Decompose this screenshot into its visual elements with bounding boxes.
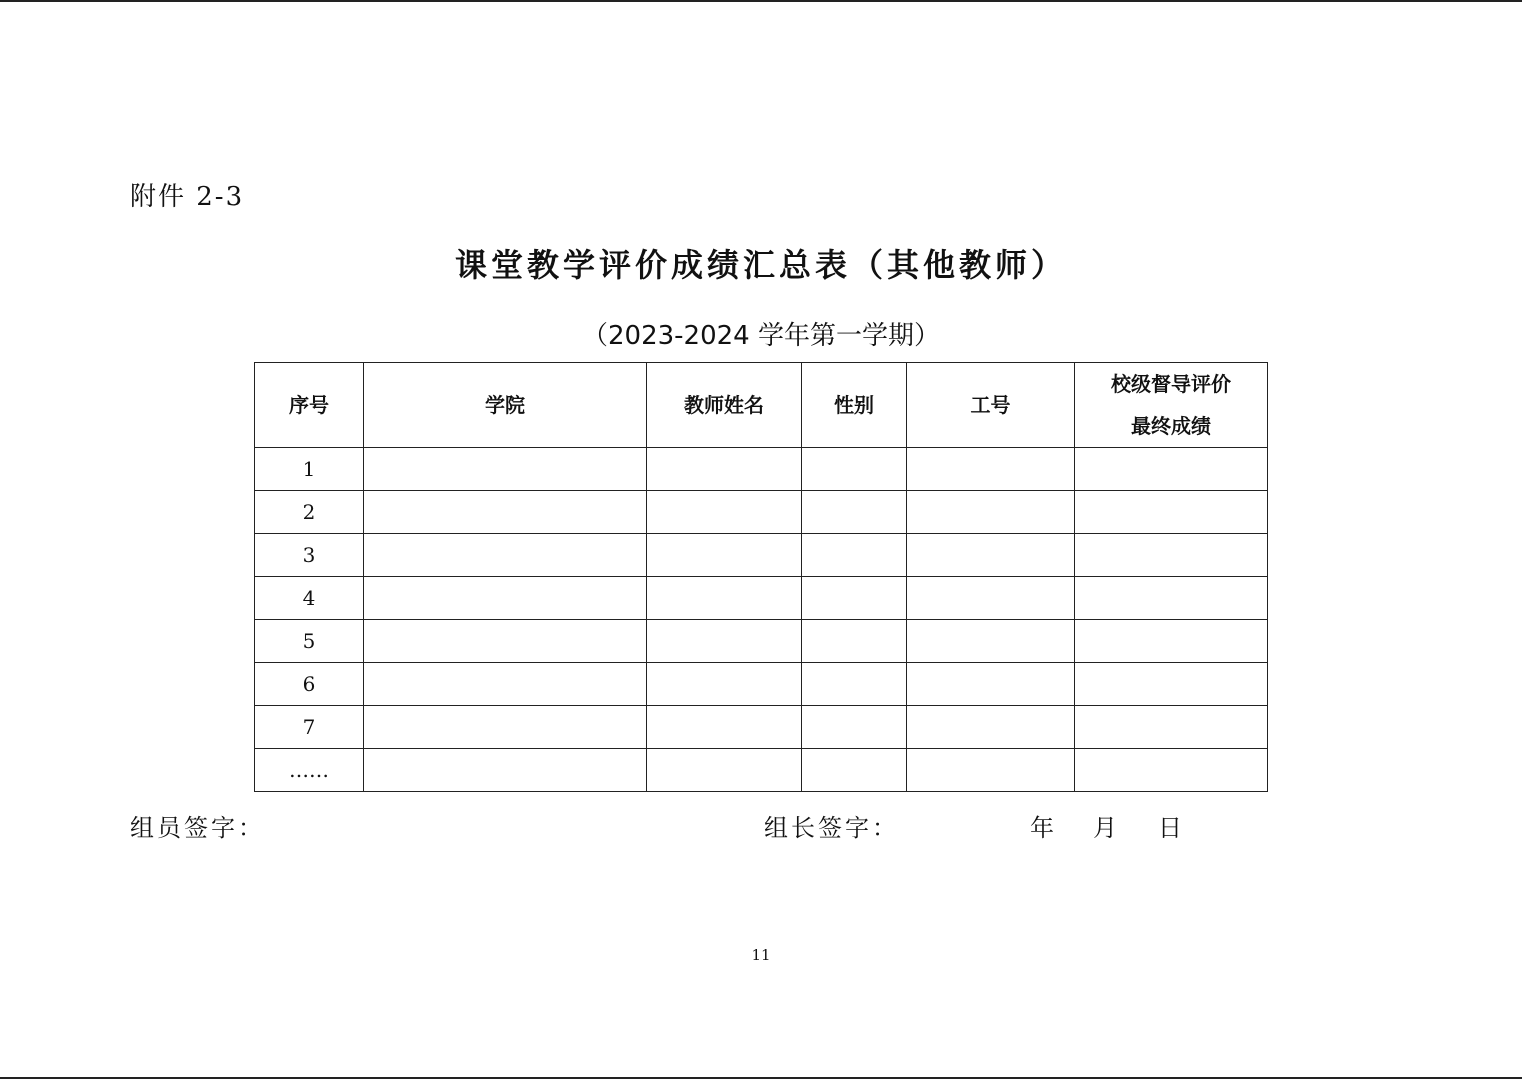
cell-gender[interactable] bbox=[802, 491, 907, 534]
cell-employee-id[interactable] bbox=[907, 749, 1075, 792]
cell-final-score[interactable] bbox=[1075, 620, 1268, 663]
row-index: 4 bbox=[255, 577, 364, 620]
cell-final-score[interactable] bbox=[1075, 706, 1268, 749]
cell-teacher-name[interactable] bbox=[647, 620, 802, 663]
cell-final-score[interactable] bbox=[1075, 577, 1268, 620]
cell-employee-id[interactable] bbox=[907, 577, 1075, 620]
header-index: 序号 bbox=[255, 363, 364, 448]
cell-final-score[interactable] bbox=[1075, 663, 1268, 706]
header-gender: 性别 bbox=[802, 363, 907, 448]
cell-teacher-name[interactable] bbox=[647, 749, 802, 792]
cell-employee-id[interactable] bbox=[907, 620, 1075, 663]
header-teacher-name: 教师姓名 bbox=[647, 363, 802, 448]
cell-gender[interactable] bbox=[802, 706, 907, 749]
cell-gender[interactable] bbox=[802, 663, 907, 706]
cell-final-score[interactable] bbox=[1075, 534, 1268, 577]
leader-signature-label: 组长签字： bbox=[764, 814, 899, 842]
cell-employee-id[interactable] bbox=[907, 534, 1075, 577]
cell-college[interactable] bbox=[364, 534, 647, 577]
cell-teacher-name[interactable] bbox=[647, 448, 802, 491]
table-row bbox=[255, 663, 1268, 706]
attachment-label: 附件 2-3 bbox=[130, 182, 245, 212]
table-row bbox=[255, 534, 1268, 577]
document-subtitle: （2023-2024 学年第一学期） bbox=[582, 321, 940, 351]
cell-teacher-name[interactable] bbox=[647, 491, 802, 534]
row-index: 7 bbox=[255, 706, 364, 749]
table-row bbox=[255, 491, 1268, 534]
header-final-score bbox=[1075, 363, 1268, 448]
table-row bbox=[255, 706, 1268, 749]
cell-employee-id[interactable] bbox=[907, 706, 1075, 749]
cell-final-score[interactable] bbox=[1075, 749, 1268, 792]
row-index: 5 bbox=[255, 620, 364, 663]
cell-final-score[interactable] bbox=[1075, 491, 1268, 534]
cell-teacher-name[interactable] bbox=[647, 534, 802, 577]
cell-final-score[interactable] bbox=[1075, 448, 1268, 491]
table-row bbox=[255, 577, 1268, 620]
table-row bbox=[255, 448, 1268, 491]
date-year-label: 年 bbox=[1030, 814, 1057, 842]
page-number: 11 bbox=[751, 946, 771, 964]
cell-college[interactable] bbox=[364, 577, 647, 620]
page-top-border bbox=[0, 0, 1522, 2]
cell-gender[interactable] bbox=[802, 448, 907, 491]
cell-college[interactable] bbox=[364, 663, 647, 706]
row-index: 2 bbox=[255, 491, 364, 534]
date-day-label: 日 bbox=[1158, 814, 1185, 842]
table-row bbox=[255, 620, 1268, 663]
score-summary-table bbox=[254, 362, 1268, 792]
row-index: 1 bbox=[255, 448, 364, 491]
cell-college[interactable] bbox=[364, 749, 647, 792]
header-employee-id: 工号 bbox=[907, 363, 1075, 448]
cell-teacher-name[interactable] bbox=[647, 663, 802, 706]
date-month-label: 月 bbox=[1093, 814, 1120, 842]
header-final-score-line1: 校级督导评价 bbox=[1111, 372, 1231, 396]
cell-college[interactable] bbox=[364, 706, 647, 749]
cell-gender[interactable] bbox=[802, 749, 907, 792]
row-index: 3 bbox=[255, 534, 364, 577]
header-final-score-line2: 最终成绩 bbox=[1131, 414, 1211, 438]
table-row bbox=[255, 749, 1268, 792]
cell-gender[interactable] bbox=[802, 620, 907, 663]
cell-employee-id[interactable] bbox=[907, 491, 1075, 534]
cell-teacher-name[interactable] bbox=[647, 577, 802, 620]
cell-college[interactable] bbox=[364, 448, 647, 491]
page-bottom-border bbox=[0, 1077, 1522, 1079]
cell-teacher-name[interactable] bbox=[647, 706, 802, 749]
cell-college[interactable] bbox=[364, 620, 647, 663]
cell-gender[interactable] bbox=[802, 534, 907, 577]
document-title: 课堂教学评价成绩汇总表（其他教师） bbox=[454, 246, 1067, 284]
table-header-row bbox=[255, 363, 1268, 448]
row-index-ellipsis: …… bbox=[255, 749, 364, 792]
cell-college[interactable] bbox=[364, 491, 647, 534]
cell-employee-id[interactable] bbox=[907, 448, 1075, 491]
cell-gender[interactable] bbox=[802, 577, 907, 620]
row-index: 6 bbox=[255, 663, 364, 706]
member-signature-label: 组员签字： bbox=[130, 814, 265, 842]
header-college: 学院 bbox=[364, 363, 647, 448]
cell-employee-id[interactable] bbox=[907, 663, 1075, 706]
